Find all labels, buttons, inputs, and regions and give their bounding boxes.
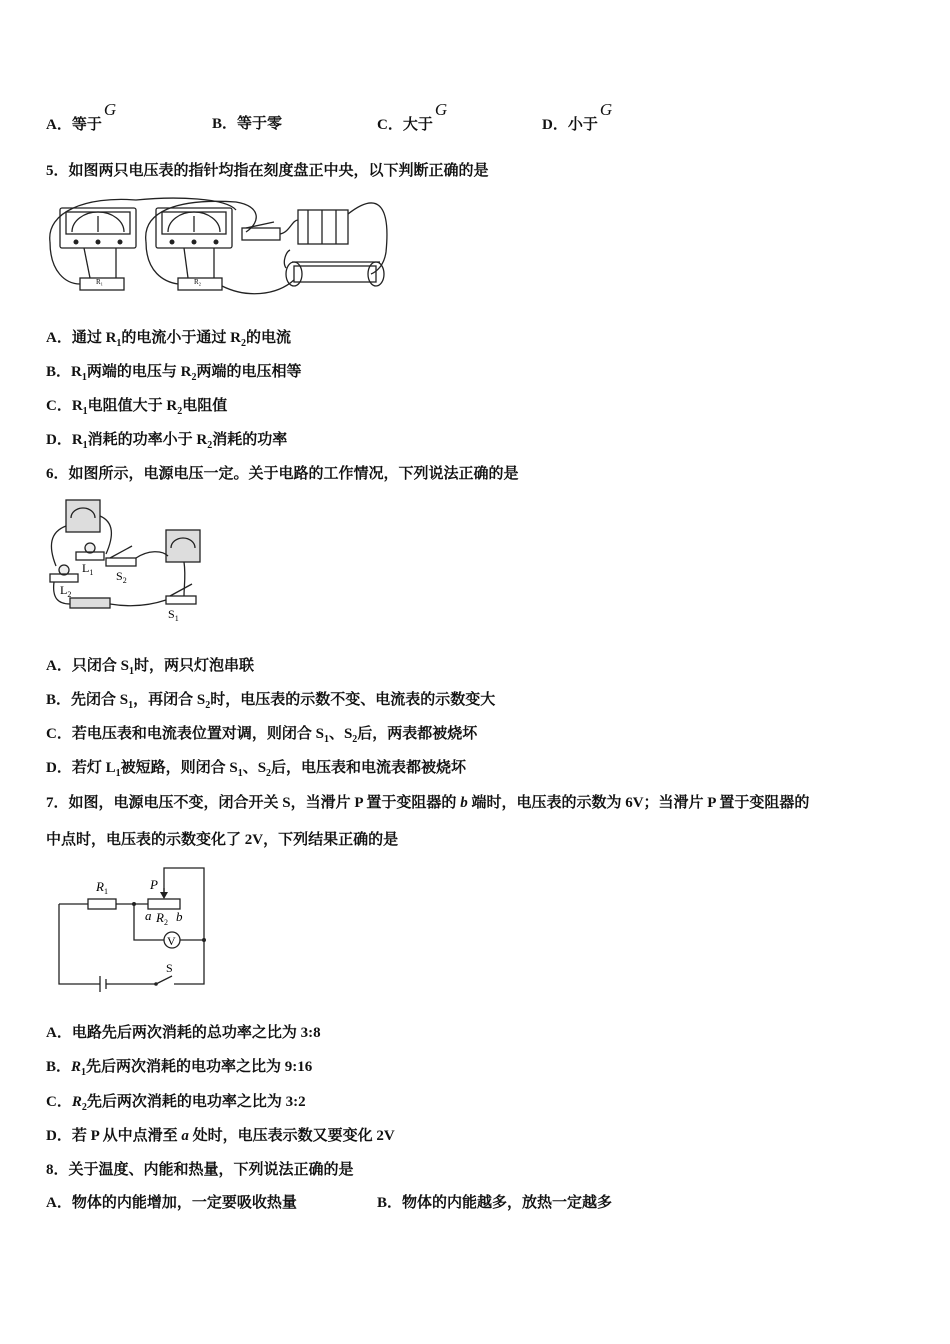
q8-option-b: B．物体的内能越多，放热一定越多 [377, 1195, 613, 1211]
q5-stem: 5．如图两只电压表的指针均指在刻度盘正中央，以下判断正确的是 [46, 163, 489, 179]
q5-option-d: D．$R_1$消耗的功率小于 $R_2$消耗的功率 [46, 432, 288, 451]
q5-fig-r1-label: R₁ [96, 278, 104, 286]
q6-fig-l1-label: $L_1$ [82, 561, 94, 577]
q7-fig-a-label: a [145, 908, 152, 923]
q7-fig-r2-label: $R_2$ [156, 910, 168, 927]
q4-option-d: D．小于G [542, 100, 613, 133]
q6-fig-l2-label: $L_2$ [60, 583, 72, 599]
q5-figure [46, 192, 391, 300]
q7-option-d: D．若 P 从中点滑至 a 处时，电压表示数又要变化 2V [46, 1128, 395, 1144]
q7-fig-v-label: V [167, 934, 176, 948]
q6-option-c: C．若电压表和电流表位置对调，则闭合 $S_1$、$S_2$后，两表都被烧坏 [46, 726, 478, 745]
q5-option-a: A．通过 $R_1$的电流小于通过 $R_2$的电流 [46, 330, 292, 349]
q6-fig-s2-label: $S_2$ [116, 569, 127, 585]
q5-fig-r2-label: R₂ [194, 278, 202, 286]
q7-option-a: A．电路先后两次消耗的总功率之比为 3:8 [46, 1025, 321, 1041]
q7-fig-b-label: b [176, 909, 183, 924]
q7-stem-line2: 中点时，电压表的示数变化了 2V，下列结果正确的是 [46, 832, 399, 848]
q6-option-d: D．若灯 $L_1$被短路，则闭合 $S_1$、$S_2$后，电压表和电流表都被烧坏 [46, 760, 467, 779]
q7-fig-r1-label: $R_1$ [96, 879, 108, 896]
q6-figure [44, 496, 204, 626]
q7-fig-s-label: S [166, 961, 173, 975]
q4-option-c: C．大于G [377, 100, 448, 133]
q7-option-c: C．$R_2$先后两次消耗的电功率之比为 3:2 [46, 1094, 306, 1113]
q8-option-a: A．物体的内能增加，一定要吸收热量 [46, 1195, 297, 1211]
q4-option-a: A．等于G [46, 100, 117, 133]
q5-option-c: C．$R_1$电阻值大于 $R_2$电阻值 [46, 398, 228, 417]
q7-stem-line1: 7．如图，电源电压不变，闭合开关 S，当滑片 P 置于变阻器的 b 端时，电压表的示数为 6V；当滑片 P 置于变阻器的 [46, 795, 810, 811]
q8-stem: 8．关于温度、内能和热量，下列说法正确的是 [46, 1162, 354, 1178]
q4-option-b: B．等于零 [212, 116, 283, 132]
q6-fig-s1-label: $S_1$ [168, 607, 179, 623]
q6-option-b: B．先闭合 $S_1$，再闭合 $S_2$时，电压表的示数不变、电流表的示数变大 [46, 692, 496, 711]
q7-figure [56, 866, 212, 996]
q7-fig-p-label: P [150, 877, 158, 892]
q6-stem: 6．如图所示，电源电压一定。关于电路的工作情况，下列说法正确的是 [46, 466, 519, 482]
q6-option-a: A．只闭合 $S_1$时，两只灯泡串联 [46, 658, 254, 677]
q7-option-b: B．$R_1$先后两次消耗的电功率之比为 9:16 [46, 1059, 313, 1078]
q5-option-b: B．$R_1$两端的电压与 $R_2$两端的电压相等 [46, 364, 302, 383]
